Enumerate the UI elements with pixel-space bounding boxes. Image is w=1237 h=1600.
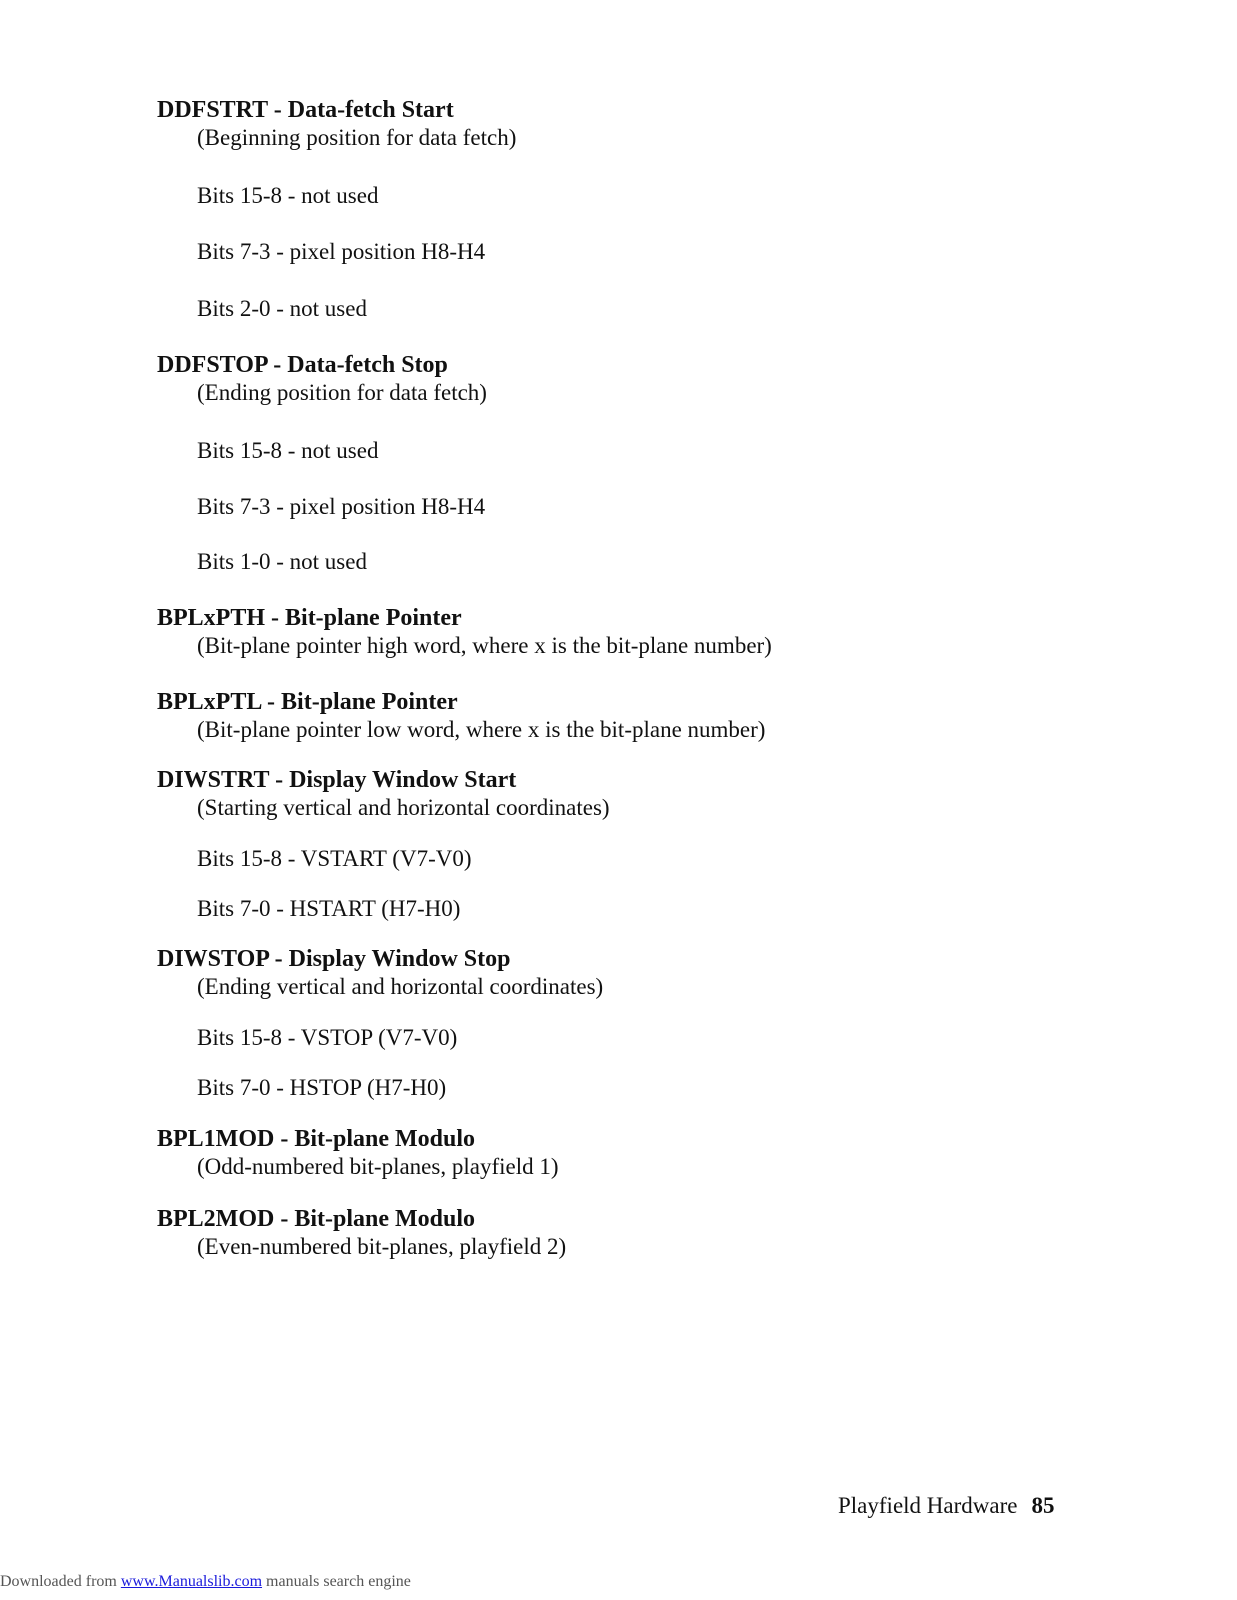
bit-separator: - — [281, 438, 302, 463]
register-name: DDFSTOP — [157, 352, 268, 378]
bit-meaning: pixel position H8-H4 — [289, 494, 486, 519]
bit-separator: - — [281, 846, 301, 871]
bit-meaning: not used — [289, 296, 367, 321]
register-heading — [157, 604, 772, 632]
register-entry — [157, 604, 772, 660]
bit-separator: - — [270, 896, 290, 921]
register-description: (Ending position for data fetch) — [197, 380, 487, 405]
bit-line — [157, 1024, 457, 1052]
page-footer — [838, 1492, 1054, 1520]
bit-line — [157, 895, 460, 923]
heading-separator: - — [267, 352, 288, 378]
register-entry — [157, 96, 516, 152]
register-description: (Starting vertical and horizontal coordinates) — [197, 795, 610, 820]
bit-separator: - — [270, 494, 290, 519]
register-heading — [157, 766, 610, 794]
bit-meaning: not used — [301, 183, 379, 208]
register-title: Bit-plane Pointer — [285, 605, 462, 631]
register-entry — [157, 688, 765, 744]
heading-separator: - — [261, 689, 282, 715]
register-entry — [157, 351, 487, 407]
register-title: Bit-plane Modulo — [294, 1206, 476, 1232]
download-notice — [0, 1572, 411, 1592]
bit-meaning: HSTOP (H7-H0) — [289, 1075, 447, 1100]
register-heading — [157, 688, 765, 716]
register-description: (Ending vertical and horizontal coordinates) — [197, 974, 604, 999]
register-title: Data-fetch Stop — [287, 352, 448, 378]
register-title: Data-fetch Start — [287, 97, 454, 123]
bit-range: Bits 15-8 — [197, 438, 282, 463]
bit-meaning: not used — [301, 438, 379, 463]
register-title: Display Window Stop — [288, 946, 511, 972]
register-heading — [157, 1125, 559, 1153]
register-description: (Beginning position for data fetch) — [197, 125, 517, 150]
bit-meaning: not used — [289, 549, 367, 574]
bit-separator: - — [270, 549, 290, 574]
page-number: 85 — [1031, 1493, 1055, 1518]
register-name: DDFSTRT — [157, 97, 268, 123]
bit-line — [157, 295, 367, 323]
bit-meaning: VSTART (V7-V0) — [300, 846, 472, 871]
register-entry — [157, 945, 603, 1001]
heading-separator: - — [267, 97, 288, 123]
register-name: BPL2MOD — [157, 1206, 275, 1232]
heading-separator: - — [269, 767, 290, 793]
bit-separator: - — [270, 296, 290, 321]
bit-range: Bits 7-3 — [197, 239, 271, 264]
bit-range: Bits 2-0 — [197, 296, 271, 321]
register-description: (Bit-plane pointer low word, where x is the bit-plane number) — [197, 717, 766, 742]
register-name: DIWSTOP — [157, 946, 269, 972]
bit-line — [157, 238, 485, 266]
register-heading — [157, 351, 487, 379]
register-title: Bit-plane Pointer — [281, 689, 458, 715]
register-entry — [157, 1125, 559, 1181]
bit-range: Bits 7-0 — [197, 896, 271, 921]
bit-range: Bits 7-3 — [197, 494, 271, 519]
bit-range: Bits 7-0 — [197, 1075, 271, 1100]
register-heading — [157, 1205, 566, 1233]
bit-range: Bits 15-8 — [197, 183, 282, 208]
bit-line — [157, 548, 367, 576]
bit-line — [157, 1074, 446, 1102]
register-heading — [157, 96, 516, 124]
bit-range: Bits 15-8 — [197, 846, 282, 871]
section-title: Playfield Hardware — [838, 1493, 1018, 1518]
bit-separator: - — [281, 1025, 301, 1050]
register-name: BPLxPTL — [157, 689, 262, 715]
bit-line — [157, 493, 485, 521]
register-title: Display Window Start — [289, 767, 517, 793]
heading-separator: - — [274, 1126, 295, 1152]
register-name: DIWSTRT — [157, 767, 270, 793]
bit-meaning: pixel position H8-H4 — [289, 239, 486, 264]
heading-separator: - — [274, 1206, 295, 1232]
register-description: (Bit-plane pointer high word, where x is the bit-plane number) — [197, 633, 772, 658]
bit-line — [157, 182, 378, 210]
download-prefix: Downloaded from — [0, 1573, 121, 1590]
bit-separator: - — [270, 239, 290, 264]
register-heading — [157, 945, 603, 973]
heading-separator: - — [268, 946, 289, 972]
bit-range: Bits 15-8 — [197, 1025, 282, 1050]
bit-separator: - — [270, 1075, 290, 1100]
bit-range: Bits 1-0 — [197, 549, 271, 574]
heading-separator: - — [265, 605, 286, 631]
bit-meaning: VSTOP (V7-V0) — [300, 1025, 458, 1050]
download-suffix: manuals search engine — [262, 1573, 411, 1590]
manualslib-link[interactable]: www.Manualslib.com — [120, 1573, 263, 1590]
register-title: Bit-plane Modulo — [294, 1126, 476, 1152]
register-name: BPL1MOD — [157, 1126, 275, 1152]
register-description: (Even-numbered bit-planes, playfield 2) — [197, 1234, 567, 1259]
register-entry — [157, 1205, 566, 1261]
register-entry — [157, 766, 610, 822]
register-description: (Odd-numbered bit-planes, playfield 1) — [197, 1154, 559, 1179]
bit-line — [157, 437, 378, 465]
bit-meaning: HSTART (H7-H0) — [289, 896, 461, 921]
bit-separator: - — [281, 183, 302, 208]
register-name: BPLxPTH — [157, 605, 266, 631]
bit-line — [157, 845, 472, 873]
